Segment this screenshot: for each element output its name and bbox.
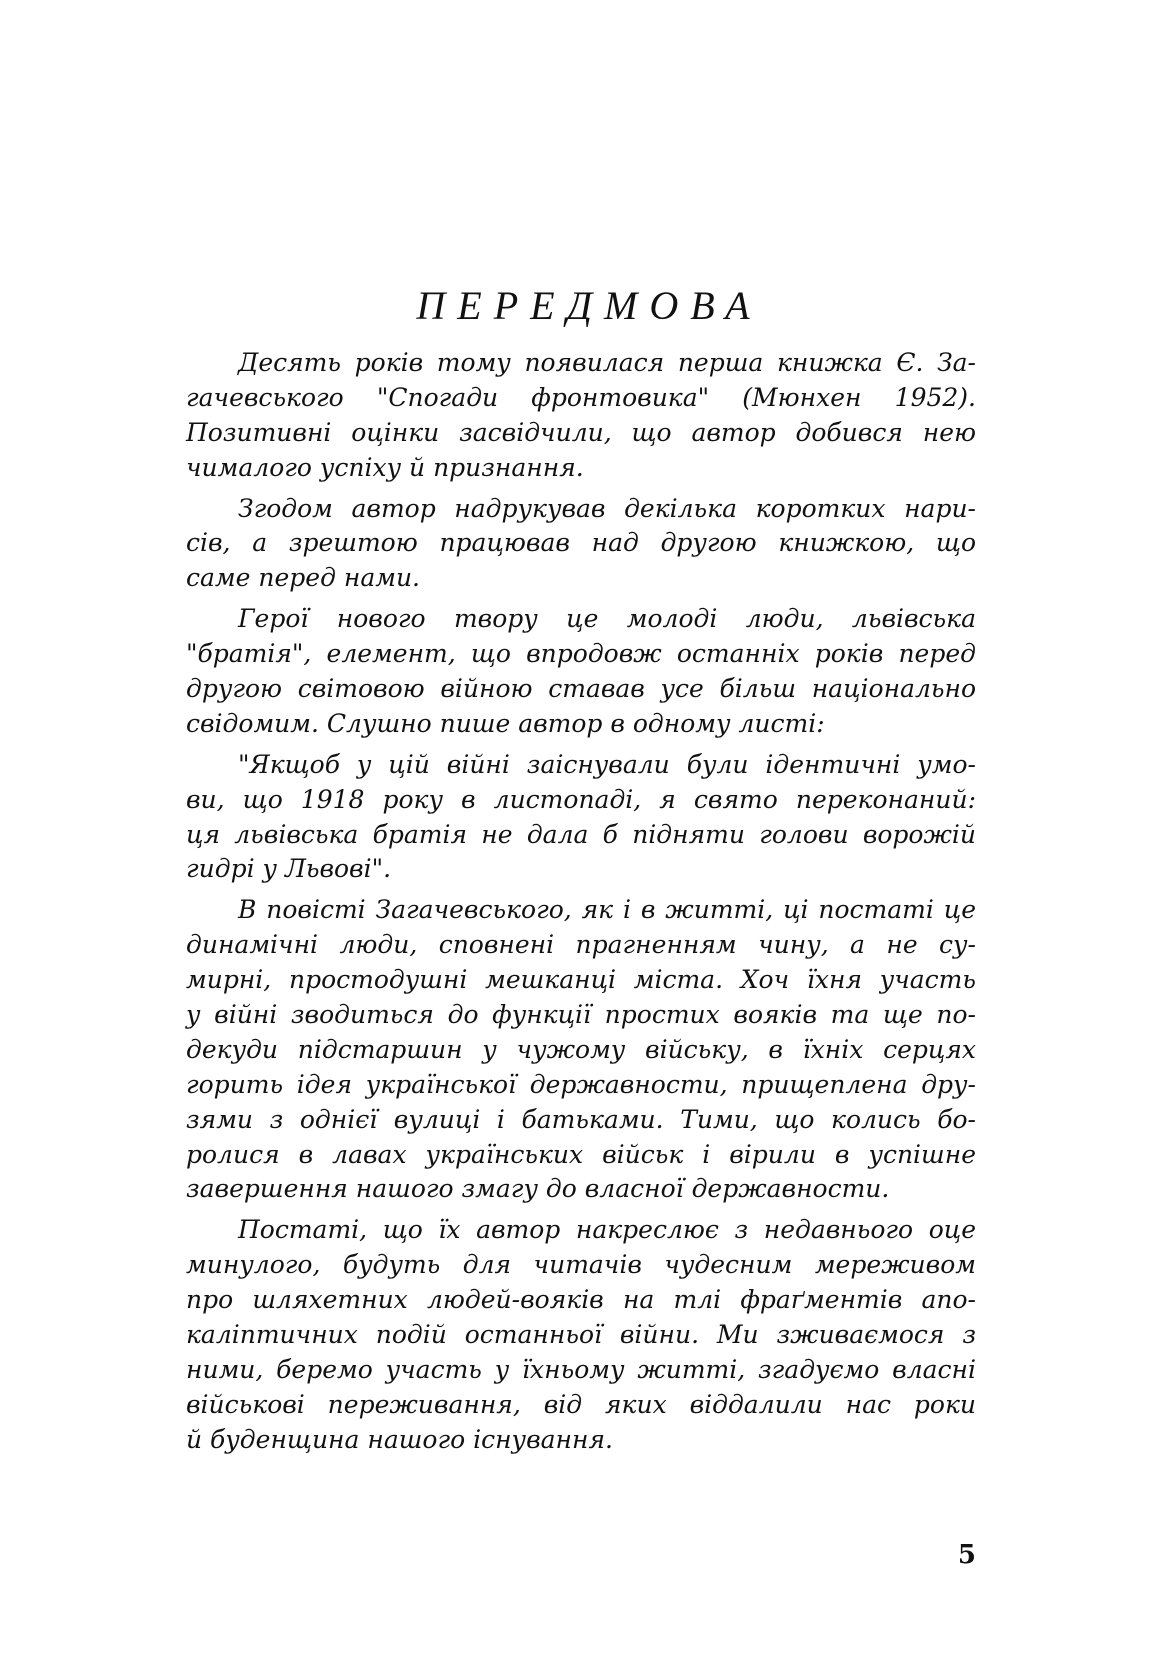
text-line: Герої нового твору це молоді люди, львівська xyxy=(238,604,976,634)
text-line: ними, беремо участь у їхньому житті, згадуємо власні xyxy=(186,1354,976,1384)
text-line: мирні, простодушні мешканці міста. Хоч їхня участь xyxy=(186,965,976,995)
paragraph xyxy=(186,748,976,888)
paragraph xyxy=(186,602,976,742)
text-line: ви, що 1918 року в листопаді, я свято переконаний: xyxy=(186,784,976,814)
text-line: зями з однієї вулиці і батьками. Тими, що колись бо- xyxy=(186,1104,976,1134)
text-line: "Якщоб у цій війні заіснували були ідентичні умо- xyxy=(238,749,976,779)
text-line: гачевського "Спогади фронтовика" (Мюнхен 1952). xyxy=(186,382,976,412)
text-line: декуди підстаршин у чужому війську, в їхніх серцях xyxy=(186,1034,976,1064)
page-title: ПЕРЕДМОВА xyxy=(416,283,762,328)
text-line: динамічні люди, сповнені прагненням чину, а не су- xyxy=(186,930,976,960)
text-line: минулого, будуть для читачів чудесним мереживом xyxy=(186,1250,976,1280)
text-line: Згодом автор надрукував декілька коротких нари- xyxy=(238,493,976,523)
text-line: Позитивні оцінки засвідчили, що автор добився нею xyxy=(186,417,976,447)
text-line: свідомим. Слушно пише автор в одному листі: xyxy=(186,708,825,738)
text-line: сів, а зрештою працював над другою книжкою, що xyxy=(186,528,976,558)
page-number: 5 xyxy=(957,1540,976,1570)
text-line: ця львівська братія не дала б підняти голови ворожій xyxy=(186,819,976,849)
text-line: чималого успіху й признання. xyxy=(186,452,584,482)
paragraph xyxy=(186,492,976,597)
text-line: другою світовою війною ставав усе більш національно xyxy=(186,674,976,704)
text-line: й буденщина нашого існування. xyxy=(186,1424,613,1454)
text-line: завершення нашого змагу до власної державности. xyxy=(186,1174,890,1204)
text-line: військові переживання, від яких віддалили нас роки xyxy=(186,1389,976,1419)
paragraph xyxy=(186,346,976,486)
preface-body xyxy=(186,346,976,1458)
text-line: В повісті Загачевського, як і в житті, ці постаті це xyxy=(238,895,976,925)
paragraph xyxy=(186,893,976,1207)
text-line: Десять років тому появилася перша книжка Є. За- xyxy=(238,348,976,377)
text-line: Постаті, що їх автор накреслює з недавнього оце xyxy=(238,1215,976,1245)
text-line: саме перед нами. xyxy=(186,563,421,593)
text-line: ролися в лавах українських військ і вірили в успішне xyxy=(186,1139,976,1169)
text-line: горить ідея української державности, прищеплена дру- xyxy=(186,1069,976,1099)
text-line: гидрі у Львові". xyxy=(186,854,392,884)
text-line: "братія", елемент, що впродовж останніх років перед xyxy=(186,639,976,669)
text-line: каліптичних подій останньої війни. Ми зживаємося з xyxy=(186,1320,976,1350)
text-line: про шляхетних людей-вояків на тлі фраґментів апо- xyxy=(186,1285,976,1315)
paragraph xyxy=(186,1213,976,1457)
text-line: у війні зводиться до функції простих вояків та ще по- xyxy=(186,1000,976,1030)
